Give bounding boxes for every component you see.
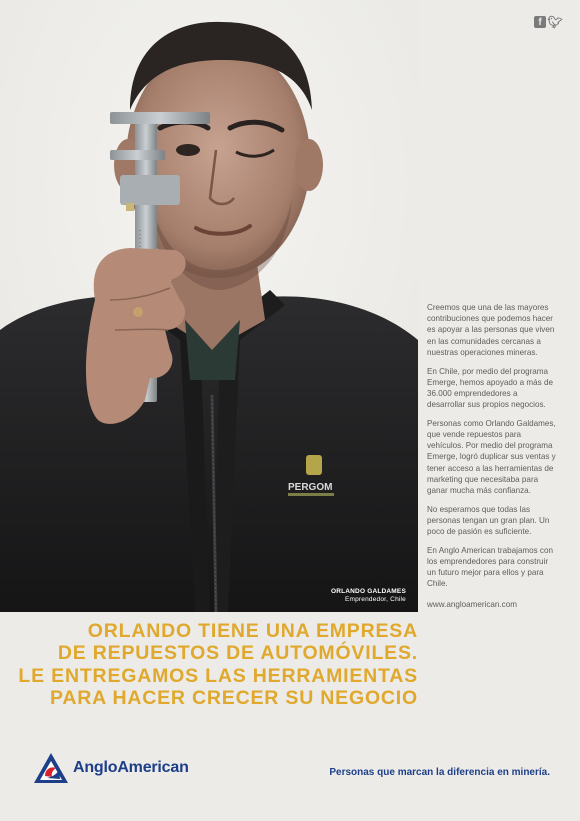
tagline: Personas que marcan la diferencia en minería. bbox=[329, 767, 550, 778]
anglo-american-logo bbox=[33, 752, 189, 784]
copy-paragraph: En Chile, por medio del programa Emerge, hemos apoyado a más de 36.000 emprendedores a desarrollar sus propios negocios. bbox=[427, 366, 553, 410]
caption-name: ORLANDO GALDAMES bbox=[330, 588, 406, 595]
svg-text:PERGOM: PERGOM bbox=[288, 482, 333, 493]
headline-line: PARA HACER CRECER SU NEGOCIO bbox=[49, 687, 418, 710]
headline bbox=[18, 620, 418, 710]
headline-line: ORLANDO TIENE UNA EMPRESA bbox=[87, 620, 418, 642]
copy-paragraph: Creemos que una de las mayores contribuciones que podemos hacer es apoyar a las personas que viven en las comunidades cercanas a nuestras operaciones mineras. bbox=[427, 303, 555, 357]
logo-wordmark: AngloAmerican bbox=[73, 759, 189, 776]
caption-role: Emprendedor, Chile bbox=[344, 596, 406, 603]
copy-paragraph: Personas como Orlando Galdames, que vende repuestos para vehículos. Por medio del programa Emerge, logró duplicar sus ventas y tener acceso a las herramientas de marketing que necesitaba para ganar mucha más confianza. bbox=[427, 418, 556, 496]
body-copy bbox=[427, 302, 557, 610]
copy-paragraph: En Anglo American trabajamos con los emprendedores para construir un futuro mejor para ellos y para Chile. bbox=[427, 545, 553, 589]
website-link[interactable]: www.angloamerican.com bbox=[427, 599, 517, 609]
twitter-icon[interactable]: 🐦︎ bbox=[547, 15, 563, 29]
copy-paragraph: No esperamos que todas las personas tengan un gran plan. Un poco de pasión es suficiente. bbox=[427, 504, 550, 537]
facebook-icon[interactable]: f bbox=[534, 16, 546, 28]
photo-caption bbox=[331, 588, 406, 604]
headline-line: LE ENTREGAMOS LAS HERRAMIENTAS bbox=[18, 664, 418, 687]
social-links bbox=[534, 16, 562, 28]
logo-icon bbox=[33, 752, 69, 784]
headline-line: DE REPUESTOS DE AUTOMÓVILES. bbox=[57, 642, 418, 665]
